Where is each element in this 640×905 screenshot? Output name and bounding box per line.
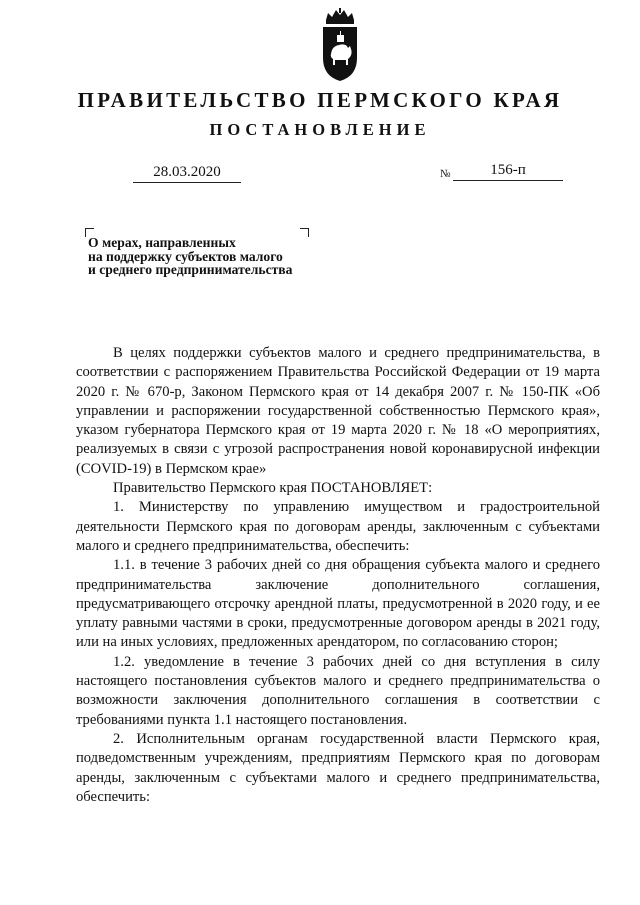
government-title: ПРАВИТЕЛЬСТВО ПЕРМСКОГО КРАЯ <box>77 88 563 112</box>
document-subject <box>88 236 348 277</box>
body-paragraph: В целях поддержки субъектов малого и среднего предпринимательства, в соответствии с распоряжением Правительства Российской Федерации от 19 марта 2020 г. № 670-р, Законом Пермского края от 14 декабря 2007 г. № 150-ПК «Об управлении и распоряжении государственной собственностью Пермского края», указом губернатора Пермского края от 19 марта 2020 г. № 18 «О мероприятиях, реализуемых в связи с угрозой распространения новой коронавирусной инфекции (COVID-19) в Пермском крае» <box>76 345 600 477</box>
number-sign: № <box>440 168 451 180</box>
body-paragraph: 1. Министерству по управлению имуществом и градостроительной деятельности Пермского края по договорам аренды, заключенным с субъектами малого и среднего предпринимательства, обеспечить: <box>76 499 600 554</box>
document-body <box>76 344 600 807</box>
subject-line: на поддержку субъектов малого <box>88 248 283 264</box>
document-type: ПОСТАНОВЛЕНИЕ <box>209 120 431 139</box>
coat-of-arms-icon <box>319 8 361 82</box>
subject-line: и среднего предпринимательства <box>88 262 293 277</box>
document-number: 156-п <box>453 160 563 181</box>
subject-line: О мерах, направленных <box>88 235 236 250</box>
body-paragraph: 1.2. уведомление в течение 3 рабочих дней со дня вступления в силу настоящего постановления субъектов малого и среднего предпринимательства о возможности заключения дополнительного соглашения в соответствии с требованиями пункта 1.1 настоящего постановления. <box>76 653 600 728</box>
body-paragraph: 2. Исполнительным органам государственной власти Пермского края, подведомственным учреждениям, предприятиям Пермского края по договорам аренды, заключенным с субъектами малого и среднего предпринимательства, обеспечить: <box>76 730 600 805</box>
document-date: 28.03.2020 <box>133 162 241 183</box>
body-paragraph: 1.1. в течение 3 рабочих дней со дня обращения субъекта малого и среднего предпринимательства заключение дополнительного соглашения, предусматривающего отсрочку арендной платы, предусмотренной в 2020 году, и ее уплату равными частями в сроки, предусмотренные договором аренды в 2021 году, или на иных условиях, предложенных арендатором, по согласованию сторон; <box>76 557 600 651</box>
body-paragraph: Правительство Пермского края ПОСТАНОВЛЯЕТ: <box>113 480 433 497</box>
